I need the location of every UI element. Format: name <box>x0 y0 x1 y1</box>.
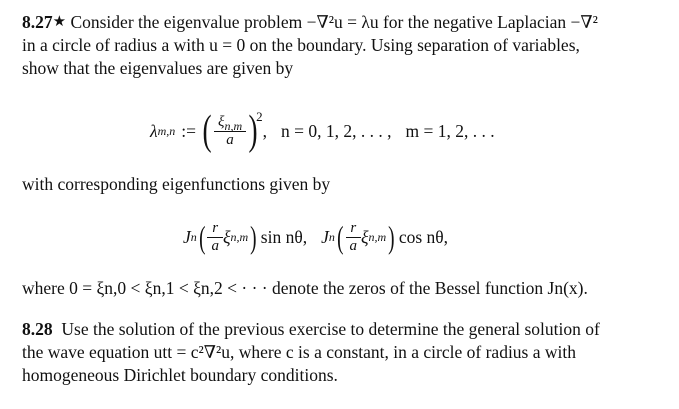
r-symbol: r <box>350 219 357 236</box>
radius-a: a <box>214 131 246 149</box>
bessel-j: J <box>183 226 191 247</box>
star-icon: ★ <box>52 14 67 30</box>
exponent-two: 2 <box>256 109 263 124</box>
radius-a: a <box>346 237 362 255</box>
xi-symbol: ξ <box>218 113 225 130</box>
right-paren: ) <box>250 219 257 255</box>
xi-symbol: ξ <box>222 226 231 247</box>
left-paren: ( <box>198 219 206 255</box>
sin-term: sin nθ, <box>260 226 308 247</box>
right-paren: ) <box>248 108 258 154</box>
r-over-a-fraction <box>209 220 221 255</box>
eigenvalue-equation: λ m,n := ( $\frac{\xi_{n,m}}{a}$ ) 2 , n = 0, 1, 2, . . . , m = 1, 2, . . . <box>150 103 570 159</box>
statement-line-3: show that the eigenvalues are given by <box>22 58 294 78</box>
statement-line-2: the wave equation utt = c²∇²u, where c is a constant, in a circle of radius a with <box>22 342 576 362</box>
n-range: n = 0, 1, 2, . . . , <box>280 120 392 141</box>
xi-subscript: n,m <box>224 118 243 133</box>
left-paren: ( <box>202 108 212 154</box>
r-over-a-fraction <box>348 220 360 255</box>
m-range: m = 1, 2, . . . <box>405 120 495 141</box>
eigenfunction-intro: with corresponding eigenfunctions given by <box>22 174 331 194</box>
statement-line-1: Use the solution of the previous exercise to determine the general solution of <box>61 319 600 339</box>
statement-line-2: in a circle of radius a with u = 0 on the boundary. Using separation of variables, <box>22 35 580 55</box>
xi-over-a-fraction <box>216 114 244 149</box>
eigenfunction-equation: J n ( $\frac{r}{a}$ ξ n,m ) sin nθ, J n ( $\frac{r}{a}$ ξ n,m ) cos nθ, <box>183 219 449 255</box>
statement-line-3: homogeneous Dirichlet boundary conditions. <box>22 365 338 385</box>
bessel-j: J <box>321 226 329 247</box>
comma: , <box>262 120 267 141</box>
define-symbol: := <box>181 120 196 141</box>
exercise-number: 8.27 <box>22 12 53 32</box>
exercise-8-27-statement <box>22 11 658 80</box>
r-symbol: r <box>212 219 219 236</box>
xi-symbol: ξ <box>361 226 369 247</box>
left-paren: ( <box>336 219 344 255</box>
cos-term: cos nθ, <box>398 226 449 247</box>
exercise-number: 8.28 <box>22 319 53 339</box>
statement-line-1: Consider the eigenvalue problem −∇²u = λu for the negative Laplacian −∇² <box>66 12 598 32</box>
lambda-symbol: λ <box>150 120 158 141</box>
radius-a: a <box>207 237 223 255</box>
bessel-zeros-sentence: where 0 = ξn,0 < ξn,1 < ξn,2 < · · · denote the zeros of the Bessel function Jn(x). <box>22 278 588 298</box>
right-paren: ) <box>388 219 395 255</box>
exercise-8-28-statement <box>22 318 658 387</box>
